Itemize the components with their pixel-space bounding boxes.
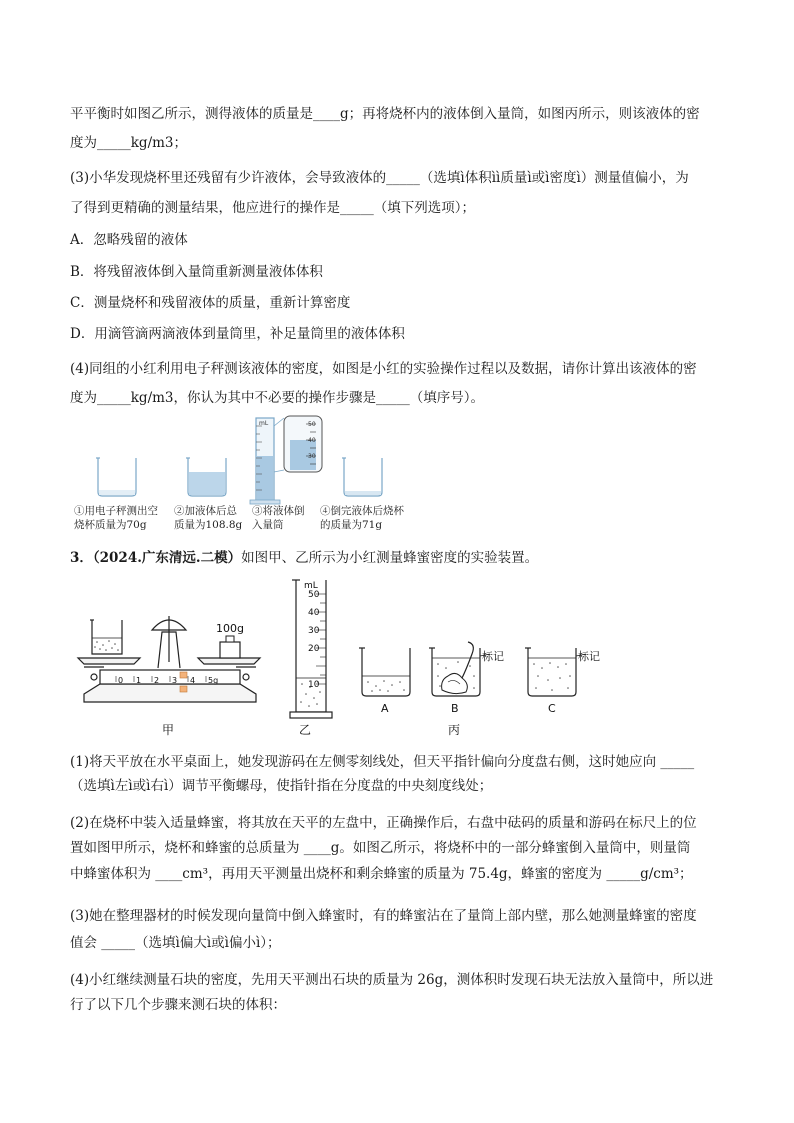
step-2-caption: ②加液体后总 质量为108.8g [174, 505, 243, 531]
option-d: D．用滴管滴两滴液体到量筒里，补足量筒里的液体体积 [70, 326, 405, 342]
question-3-stem: 如图甲、乙所示为小红测量蜂蜜密度的实验装置。 [241, 550, 539, 566]
mark-label-c: 标记 [578, 650, 600, 663]
cylinder-unit: mL [304, 581, 318, 591]
cylinder-tick: 40 [308, 608, 320, 618]
option-c: C．测量烧杯和残留液体的质量，重新计算密度 [70, 295, 351, 311]
part-3-line-1: (3)她在整理器材的时候发现向量筒中倒入蜂蜜时，有的蜂蜜沾在了量筒上部内壁，那么她测量蜂蜜的密度 [70, 908, 697, 924]
part-3-line-2: 值会 _____（选填ì偏大ì或ì偏小ì）； [70, 935, 281, 951]
scale-tick: 1 [136, 676, 142, 685]
text-line: 了得到更精确的测量结果，他应进行的操作是_____（填下列选项）； [70, 200, 475, 216]
cylinder-tick: 30 [308, 626, 320, 636]
part-4-line-1: (4)小红继续测量石块的密度，先用天平测出石块的质量为 26g，测体积时发现石块无法放入量筒中，所以进 [70, 972, 714, 988]
beaker-label-c: C [548, 702, 556, 715]
part-2-line-3: 中蜂蜜体积为 ____cm³，再用天平测量出烧杯和剩余蜂蜜的质量为 75.4g，蜂蜜的密度为 _____g/cm³； [70, 866, 693, 882]
scale-tick: 3 [172, 676, 178, 685]
experiment-figure-2 [70, 572, 630, 742]
cylinder-unit-label: mL [259, 420, 269, 427]
text-line: 平平衡时如图乙所示，测得液体的质量是____g；再将烧杯内的液体倒入量筒，如图丙所示，则该液体的密 [70, 106, 700, 122]
part-2-line-2: 置如图甲所示，烧杯和蜂蜜的总质量为 ____g。如图乙所示，将烧杯中的一部分蜂蜜倒入量筒中，则量筒 [70, 840, 691, 856]
question-number-source: 3．（2024.广东清远.二模） [70, 550, 242, 566]
scale-tick: 0 [118, 676, 124, 685]
text-line: (4)同组的小红利用电子秤测该液体的密度，如图是小红的实验操作过程以及数据，请你计算出该液体的密 [70, 361, 697, 377]
cylinder-tick: 20 [308, 644, 320, 654]
step-1-caption: ①用电子秤测出空 烧杯质量为70g [74, 505, 158, 531]
mark-label-b: 标记 [482, 650, 504, 663]
scale-tick: 5g [208, 676, 219, 685]
step-3-caption: ③将液体倒 入量筒 [252, 505, 305, 531]
magnified-tick-label: 30 [308, 453, 316, 460]
figure-label-bing: 丙 [448, 723, 461, 737]
beaker-label-a: A [381, 702, 389, 715]
weight-label: 100g [216, 622, 244, 635]
part-1-line-2: （选填ì左ì或ì右ì）调节平衡螺母，使指针指在分度盘的中央刻度线处； [70, 778, 493, 794]
experiment-figure-1 [70, 412, 430, 532]
figure-label-jia: 甲 [162, 723, 175, 737]
text-line: 度为_____kg/m3； [70, 135, 188, 151]
step-4-caption: ④倒完液体后烧杯 的质量为71g [320, 505, 404, 531]
scale-tick: 4 [190, 676, 196, 685]
option-b: B．将残留液体倒入量筒重新测量液体体积 [70, 264, 323, 280]
part-4-line-2: 行了以下几个步骤来测石块的体积： [70, 997, 286, 1013]
figure-label-yi: 乙 [299, 723, 312, 737]
scale-tick: 2 [154, 676, 160, 685]
magnified-tick-label: 50 [308, 421, 316, 428]
cylinder-tick: 10 [308, 680, 320, 690]
option-a: A．忽略残留的液体 [70, 232, 188, 248]
part-2-line-1: (2)在烧杯中装入适量蜂蜜，将其放在天平的左盘中，正确操作后，右盘中砝码的质量和游码在标尺上的位 [70, 815, 697, 831]
question-3-heading [70, 548, 538, 568]
beaker-label-b: B [451, 702, 459, 715]
cylinder-tick: 50 [308, 590, 320, 600]
part-1-line-1: (1)将天平放在水平桌面上，她发现游码在左侧零刻线处，但天平指针偏向分度盘右侧，这时她应向 _____ [70, 754, 695, 770]
text-line: 度为_____kg/m3，你认为其中不必要的操作步骤是_____（填序号）。 [70, 390, 485, 406]
magnified-tick-label: 40 [308, 437, 316, 444]
balance-cylinder-diagram [70, 572, 630, 742]
text-line: (3)小华发现烧杯里还残留有少许液体，会导致液体的_____（选填ì体积ìì质量ì或ì密度ì）测量值偏小，为 [70, 170, 689, 186]
